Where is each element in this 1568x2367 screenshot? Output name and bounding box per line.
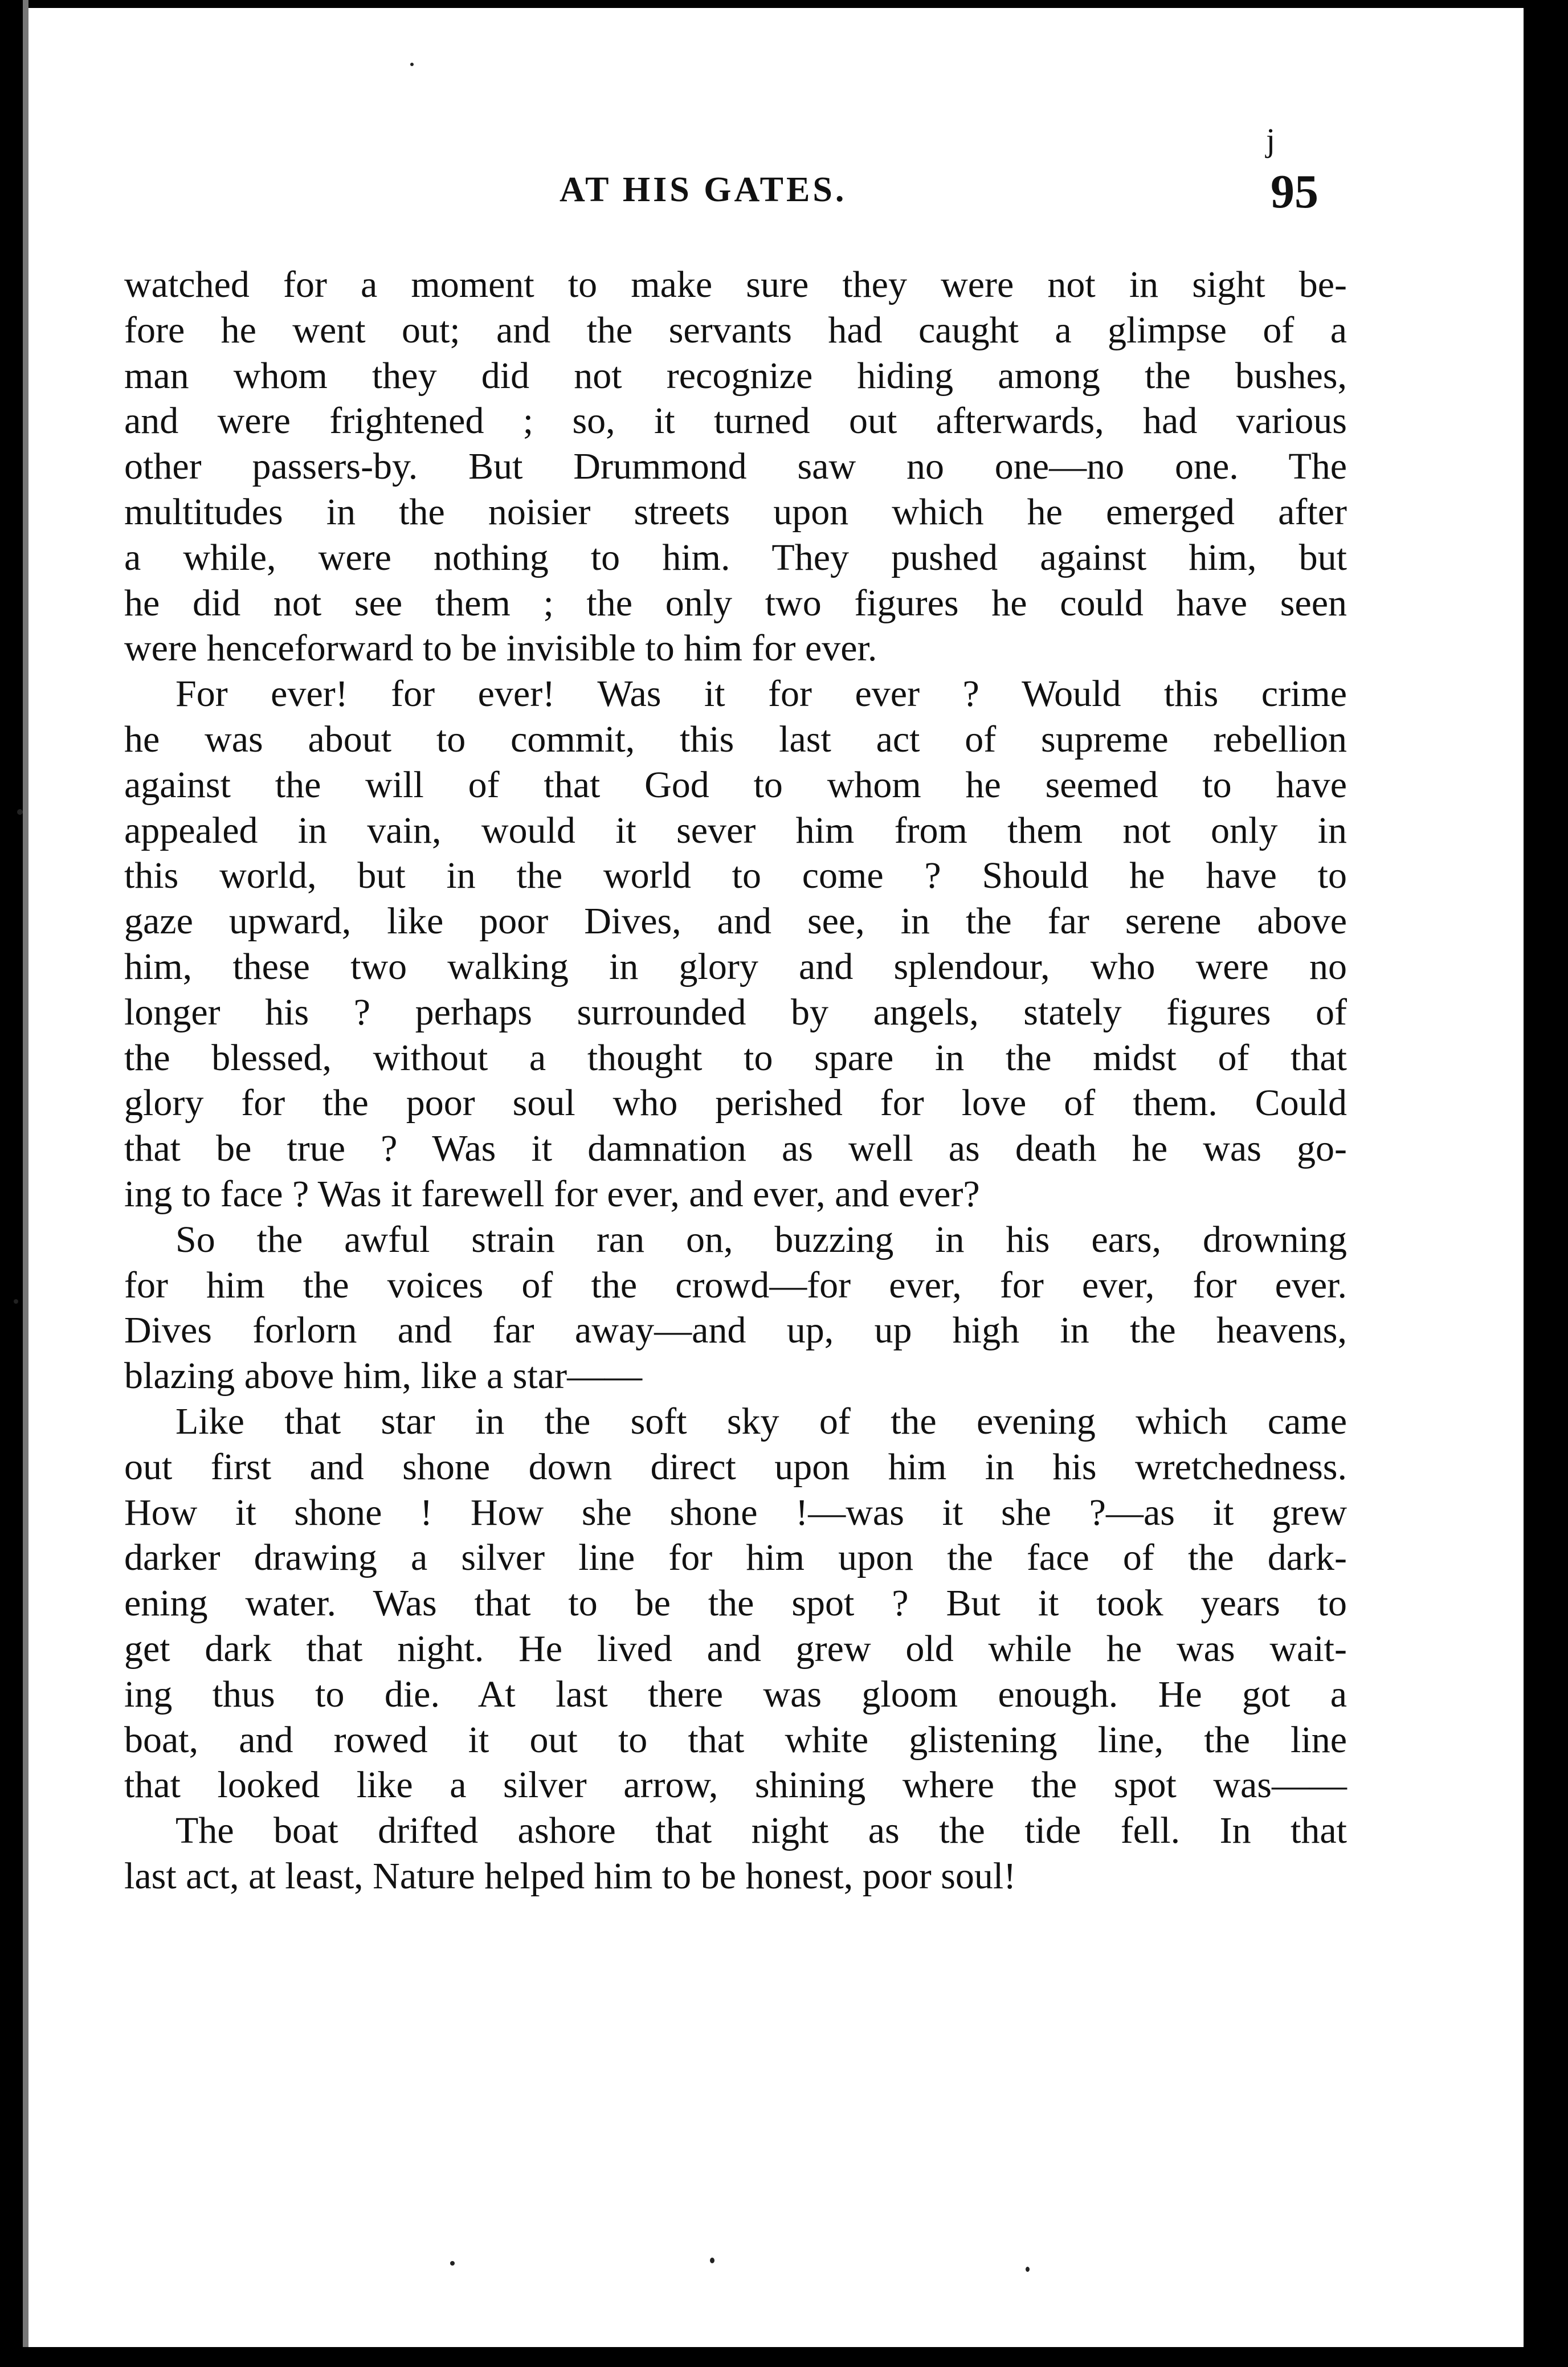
text-line: multitudes in the noisier streets upon which he emerged after bbox=[124, 491, 1347, 533]
scan-speck bbox=[410, 63, 414, 66]
text-line: the blessed, without a thought to spare in the midst of that bbox=[124, 1036, 1347, 1079]
scan-speck bbox=[1026, 2267, 1030, 2272]
text-line: this world, but in the world to come ? Should he have to bbox=[124, 855, 1347, 897]
scan-border-bottom bbox=[0, 2347, 1568, 2367]
text-line: For ever! for ever! Was it for ever ? Would this crime bbox=[175, 673, 1347, 715]
text-line: boat, and rowed it out to that white glistening line, the line bbox=[124, 1719, 1347, 1761]
text-line: How it shone ! How she shone !—was it she ?—as it grew bbox=[124, 1491, 1347, 1533]
text-line: and were frightened ; so, it turned out afterwards, had various bbox=[124, 400, 1347, 442]
text-line: him, these two walking in glory and splendour, who were no bbox=[124, 945, 1347, 987]
text-line: fore he went out; and the servants had caught a glimpse of a bbox=[124, 309, 1347, 351]
text-line: watched for a moment to make sure they were not in sight be- bbox=[124, 264, 1347, 305]
text-line: So the awful strain ran on, buzzing in his ears, drowning bbox=[175, 1218, 1347, 1260]
text-line: Like that star in the soft sky of the evening which came bbox=[175, 1400, 1347, 1442]
scan-speck bbox=[17, 809, 23, 815]
scan-speck bbox=[450, 2261, 455, 2266]
text-line: he was about to commit, this last act of supreme rebellion bbox=[124, 718, 1347, 760]
text-line: ing thus to die. At last there was gloom enough. He got a bbox=[124, 1673, 1347, 1715]
text-line: out first and shone down direct upon him in his wretchedness. bbox=[124, 1446, 1347, 1488]
text-line: get dark that night. He lived and grew old while he was wait- bbox=[124, 1627, 1347, 1670]
text-line: longer his ? perhaps surrounded by angels, stately figures of bbox=[124, 991, 1347, 1033]
text-line: man whom they did not recognize hiding among the bushes, bbox=[124, 354, 1347, 397]
text-line: ing to face ? Was it farewell for ever, and ever, and ever? bbox=[124, 1173, 980, 1215]
text-line: ening water. Was that to be the spot ? But it took years to bbox=[124, 1582, 1347, 1625]
text-line: a while, were nothing to him. They pushed against him, but bbox=[124, 536, 1347, 578]
text-line: against the will of that God to whom he seemed to have bbox=[124, 764, 1347, 806]
text-line: darker drawing a silver line for him upon the face of the dark- bbox=[124, 1537, 1347, 1579]
text-line: other passers-by. But Drummond saw no one—no one. The bbox=[124, 446, 1347, 488]
scan-border-left bbox=[0, 0, 23, 2367]
text-line: blazing above him, like a star—— bbox=[124, 1355, 643, 1397]
text-line: Dives forlorn and far away—and up, up high in the heavens, bbox=[124, 1309, 1347, 1352]
text-line: gaze upward, like poor Dives, and see, in the far serene above bbox=[124, 900, 1347, 942]
text-line: glory for the poor soul who perished for love of them. Could bbox=[124, 1082, 1347, 1124]
page-number: 95 bbox=[1271, 165, 1318, 218]
body-text bbox=[124, 262, 1347, 1899]
running-title: AT HIS GATES. bbox=[560, 170, 847, 209]
scan-speck bbox=[14, 1299, 18, 1304]
text-line: appealed in vain, would it sever him from them not only in bbox=[124, 809, 1347, 851]
text-line: The boat drifted ashore that night as the tide fell. In that bbox=[175, 1810, 1347, 1852]
scan-speck bbox=[710, 2258, 714, 2263]
scan-border-right bbox=[1524, 0, 1568, 2367]
text-line: for him the voices of the crowd—for ever, for ever, for ever. bbox=[124, 1264, 1347, 1306]
text-line: last act, at least, Nature helped him to be honest, poor soul! bbox=[124, 1855, 1016, 1897]
text-line: were henceforward to be invisible to him for ever. bbox=[124, 627, 877, 670]
text-line: that looked like a silver arrow, shining where the spot was—— bbox=[124, 1764, 1347, 1806]
scan-edge-strip bbox=[23, 0, 28, 2367]
text-line: he did not see them ; the only two figures he could have seen bbox=[124, 582, 1347, 624]
margin-mark: j bbox=[1266, 121, 1276, 158]
text-line: that be true ? Was it damnation as well as death he was go- bbox=[124, 1128, 1347, 1170]
